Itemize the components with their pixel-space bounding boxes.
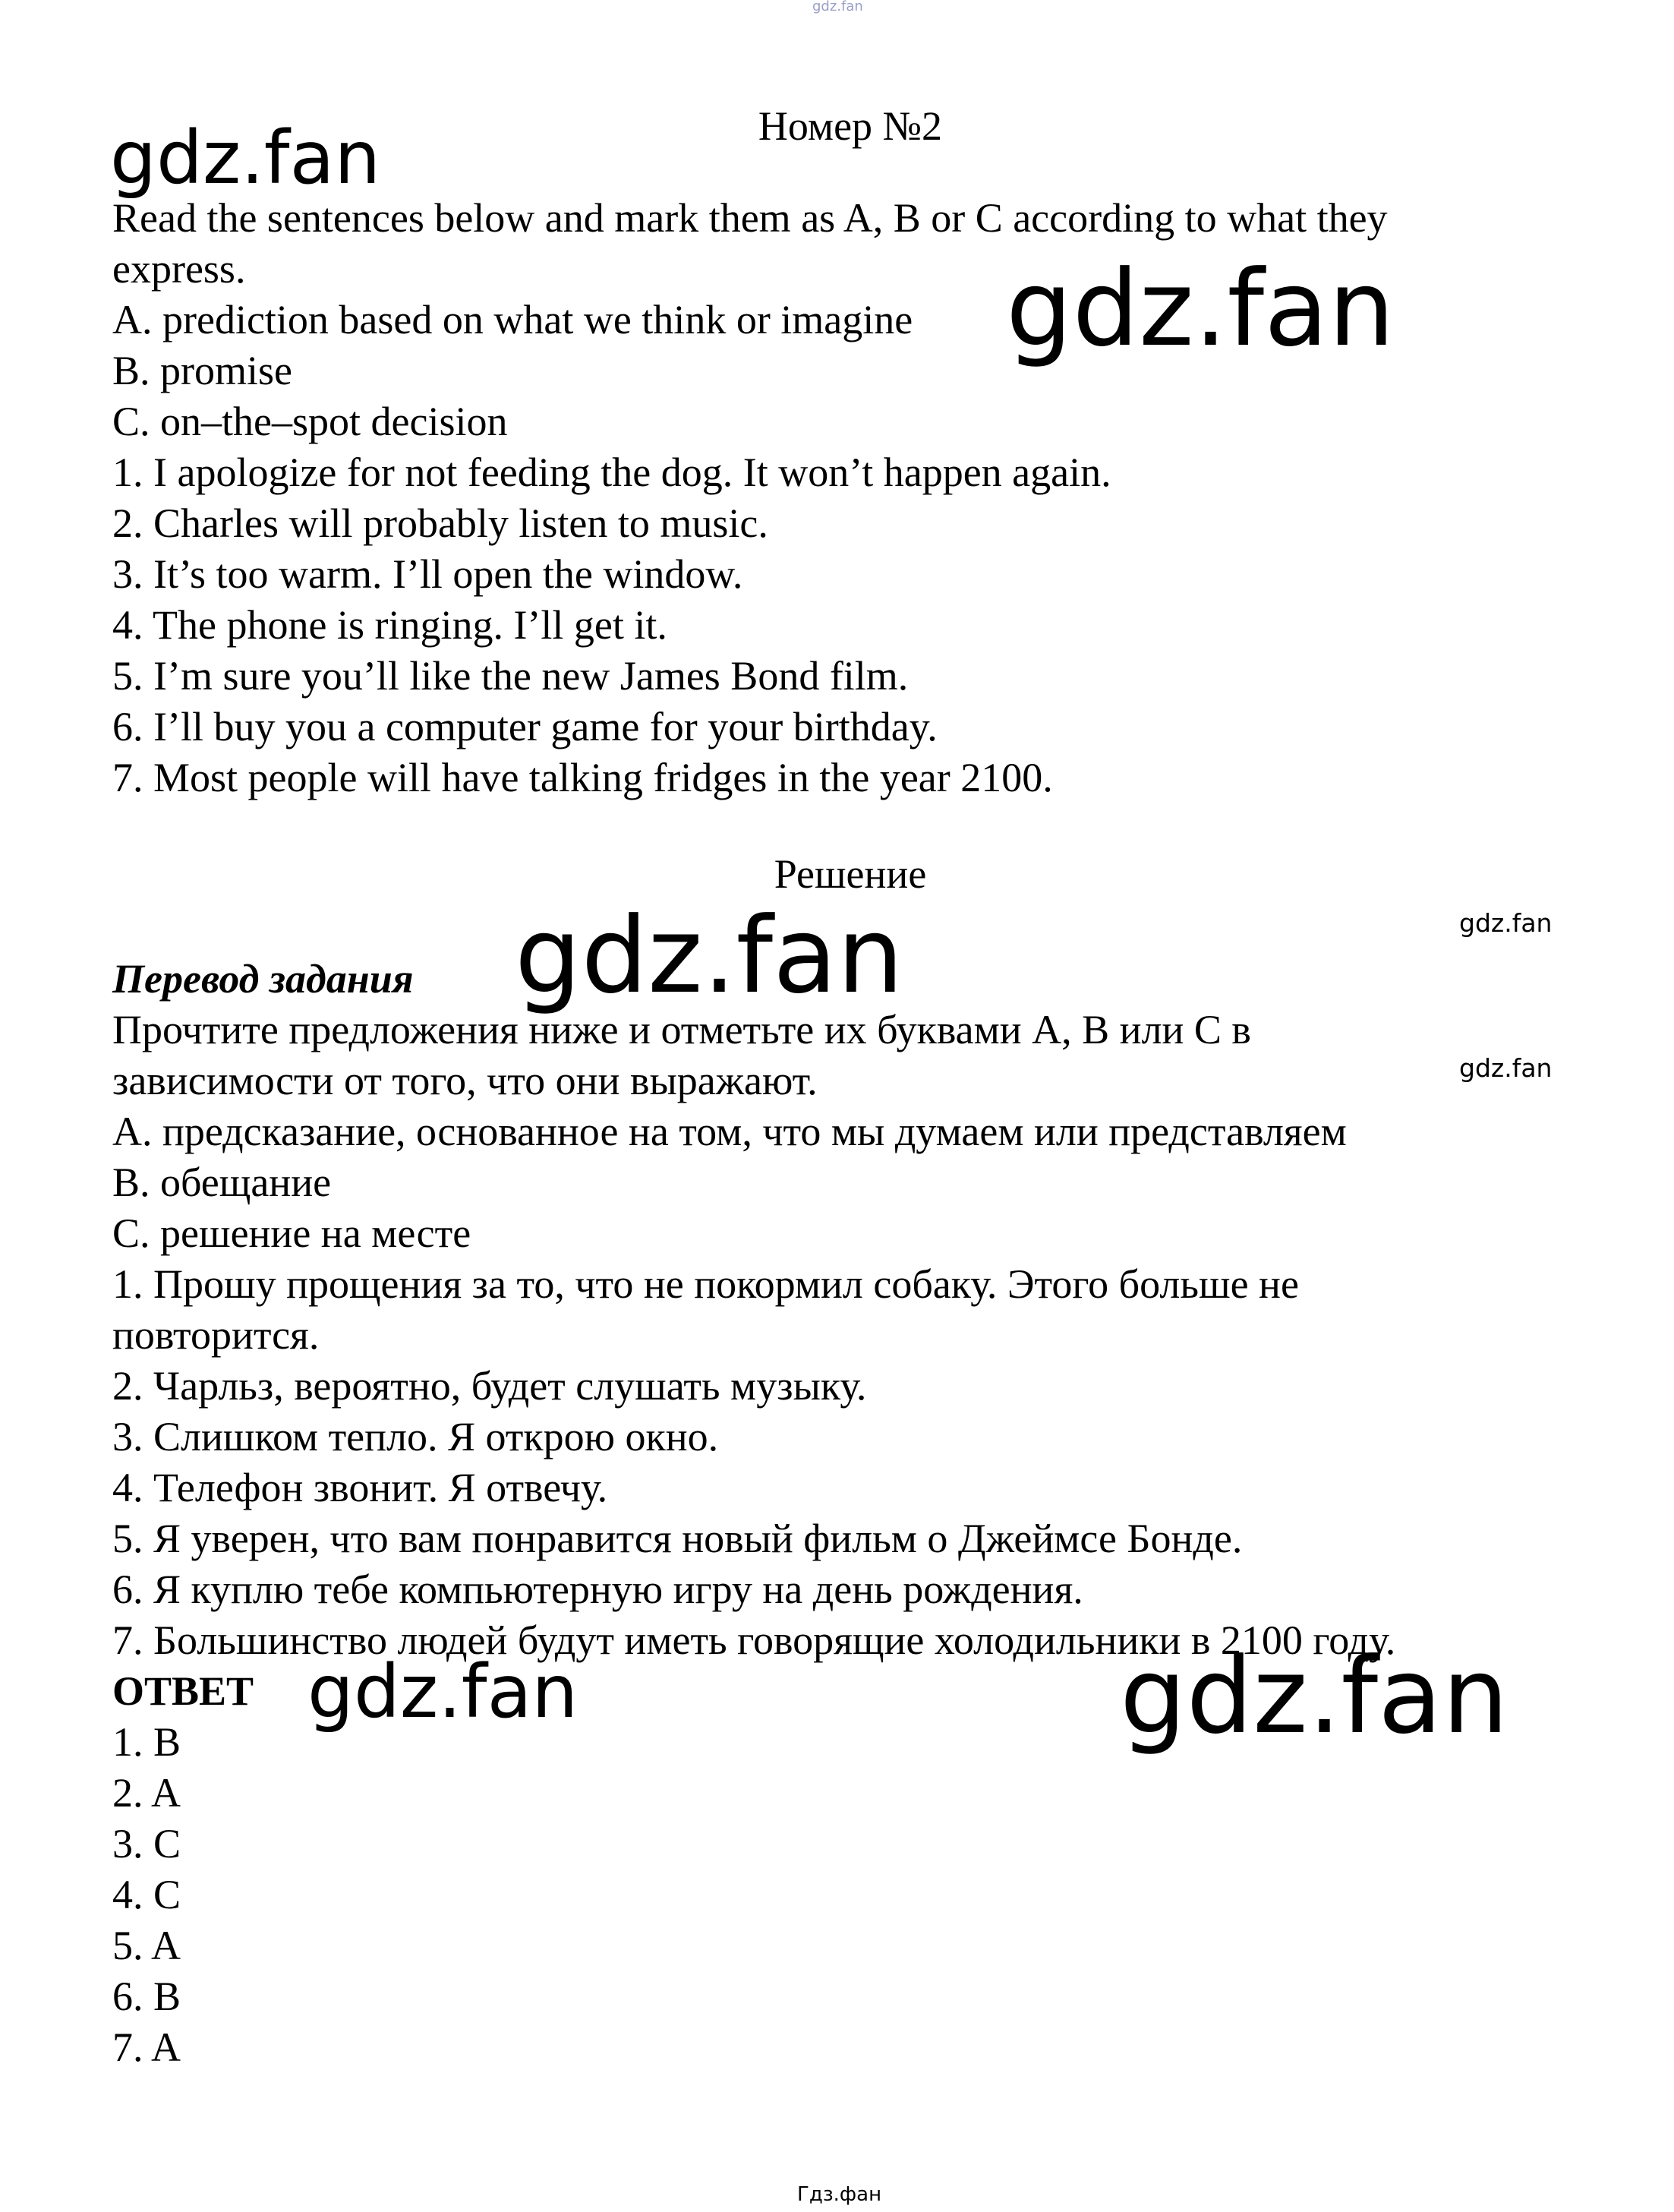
task-title: Номер №2 bbox=[758, 103, 943, 149]
translation-sentence-3: 3. Слишком тепло. Я открою окно. bbox=[112, 1414, 719, 1459]
watermark-bottom: Гдз.фан bbox=[797, 2183, 882, 2206]
sentence-5: 5. I’m sure you’ll like the new James Bond film. bbox=[112, 653, 909, 699]
sentence-2: 2. Charles will probably listen to music. bbox=[112, 500, 768, 546]
watermark-top: gdz.fan bbox=[812, 0, 863, 14]
sentence-4: 4. The phone is ringing. I’ll get it. bbox=[112, 602, 667, 648]
translation-instruction-line-2: зависимости от того, что они выражают. bbox=[112, 1058, 818, 1103]
translation-sentence-4: 4. Телефон звонит. Я отвечу. bbox=[112, 1465, 608, 1510]
watermark-logo: gdz.fan bbox=[1459, 908, 1553, 938]
task-instruction-line-1: Read the sentences below and mark them as A, B or C according to what they bbox=[112, 195, 1388, 241]
answer-item-2: 2. A bbox=[112, 1770, 181, 1816]
answer-item-5: 5. A bbox=[112, 1923, 181, 1968]
translation-sentence-5: 5. Я уверен, что вам понравится новый фильм о Джеймсе Бонде. bbox=[112, 1516, 1243, 1561]
option-c: C. on–the–spot decision bbox=[112, 399, 508, 444]
sentence-7: 7. Most people will have talking fridges in the year 2100. bbox=[112, 755, 1053, 800]
sentence-6: 6. I’ll buy you a computer game for your birthday. bbox=[112, 704, 938, 749]
translation-instruction-line-1: Прочтите предложения ниже и отметьте их буквами A, B или C в bbox=[112, 1007, 1251, 1052]
answer-heading: ОТВЕТ bbox=[112, 1668, 254, 1714]
sentence-1: 1. I apologize for not feeding the dog. It won’t happen again. bbox=[112, 450, 1111, 495]
translation-option-a: A. предсказание, основанное на том, что мы думаем или представляем bbox=[112, 1109, 1347, 1154]
watermark-logo: gdz.fan bbox=[110, 115, 381, 200]
translation-sentence-1: 1. Прошу прощения за то, что не покормил собаку. Этого больше не bbox=[112, 1261, 1299, 1307]
answer-item-7: 7. A bbox=[112, 2024, 181, 2070]
answer-item-3: 3. C bbox=[112, 1821, 181, 1866]
translation-sentence-1-cont: повторится. bbox=[112, 1312, 320, 1358]
answer-item-6: 6. B bbox=[112, 1974, 181, 2019]
translation-sentence-7: 7. Большинство людей будут иметь говорящие холодильники в 2100 году. bbox=[112, 1617, 1396, 1663]
watermark-logo: gdz.fan bbox=[1120, 1635, 1509, 1757]
answer-item-1: 1. B bbox=[112, 1719, 181, 1765]
translation-option-b: B. обещание bbox=[112, 1160, 332, 1205]
translation-sentence-6: 6. Я куплю тебе компьютерную игру на день рождения. bbox=[112, 1567, 1083, 1612]
watermark-logo: gdz.fan bbox=[515, 895, 904, 1017]
option-b: B. promise bbox=[112, 348, 292, 393]
sentence-3: 3. It’s too warm. I’ll open the window. bbox=[112, 551, 743, 597]
task-instruction-line-2: express. bbox=[112, 246, 246, 292]
translation-heading: Перевод задания bbox=[112, 956, 414, 1002]
option-a: A. prediction based on what we think or imagine bbox=[112, 297, 913, 342]
translation-sentence-2: 2. Чарльз, вероятно, будет слушать музыку. bbox=[112, 1363, 867, 1409]
solution-heading: Решение bbox=[774, 851, 927, 897]
watermark-logo: gdz.fan bbox=[1006, 248, 1395, 370]
watermark-logo: gdz.fan bbox=[1459, 1053, 1553, 1083]
answer-item-4: 4. C bbox=[112, 1872, 181, 1917]
translation-option-c: C. решение на месте bbox=[112, 1210, 471, 1256]
watermark-logo: gdz.fan bbox=[307, 1649, 578, 1734]
